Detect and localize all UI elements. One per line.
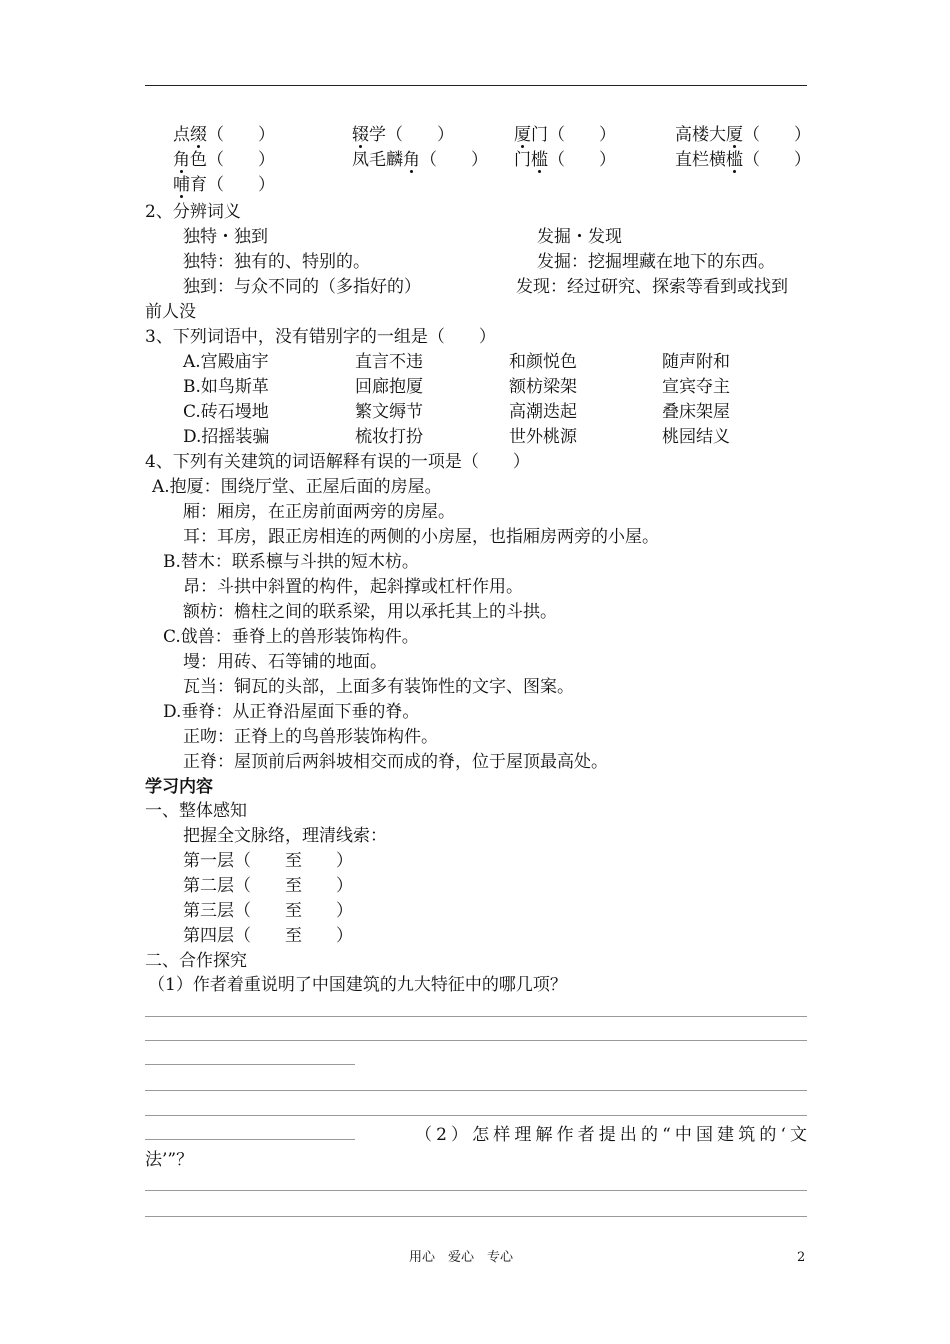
vocab-text: （ ） (743, 150, 811, 170)
option-item: 梳妆打扮 (355, 427, 423, 447)
vocab-dotted-char: 厦 (514, 125, 531, 145)
definition-left-2: 独到：与众不同的（多指好的） (183, 277, 421, 297)
vocab-item (352, 124, 454, 146)
section4-title: 4、下列有关建筑的词语解释有误的一项是（ ） (145, 452, 530, 472)
option-item: 桃园结义 (662, 427, 730, 447)
vocab-item (675, 149, 811, 171)
explanation-line: 墁：用砖、石等铺的地面。 (183, 652, 387, 672)
vocab-text: 直栏横 (675, 150, 726, 170)
option-item: 繁文缛节 (355, 402, 423, 422)
header-rule (145, 85, 807, 86)
page-number: 2 (797, 1250, 806, 1265)
vocab-text: 学（ ） (369, 125, 454, 145)
vocab-dotted-char: 角 (403, 150, 420, 170)
answer-line (145, 1040, 807, 1041)
vocab-item (173, 149, 275, 171)
explanation-line: A.抱厦：围绕厅堂、正屋后面的房屋。 (152, 477, 442, 497)
vocab-text: 育（ ） (190, 175, 275, 195)
option-item: 随声附和 (662, 352, 730, 372)
section2-title: 2、分辨词义 (145, 202, 241, 222)
vocab-item (352, 149, 488, 171)
vocab-item (514, 124, 616, 146)
explanation-line: 瓦当：铜瓦的头部，上面多有装饰性的文字、图案。 (183, 677, 574, 697)
vocab-item (173, 174, 275, 196)
option-item: 高潮迭起 (509, 402, 577, 422)
word-pair-left: 独特・独到 (183, 227, 268, 247)
definition-left-1: 独特：独有的、特别的。 (183, 252, 370, 272)
vocab-text: 色（ ） (190, 150, 275, 170)
vocab-text: 门（ ） (531, 125, 616, 145)
explanation-line: 正吻：正脊上的鸟兽形装饰构件。 (183, 727, 438, 747)
option-label-item: A.宫殿庙宇 (183, 352, 269, 372)
vocab-dotted-char: 哺 (173, 175, 190, 195)
study-heading: 学习内容 (145, 777, 213, 797)
vocab-dotted-char: 辍 (352, 125, 369, 145)
vocab-text: （ ） (548, 150, 616, 170)
answer-line (145, 1090, 807, 1091)
definition-right-1: 发掘：挖掘埋藏在地下的东西。 (537, 252, 775, 272)
part2-title: 二、合作探究 (145, 951, 247, 971)
section3-title: 3、下列词语中，没有错别字的一组是（ ） (145, 327, 496, 347)
option-item: 直言不违 (355, 352, 423, 372)
vocab-dotted-char: 槛 (726, 150, 743, 170)
vocab-item (675, 124, 811, 146)
option-item: 宣宾夺主 (662, 377, 730, 397)
vocab-text: （ ） (207, 125, 275, 145)
vocab-text: （ ） (420, 150, 488, 170)
part1-intro: 把握全文脉络，理清线索： (183, 826, 387, 846)
footer-motto: 用心 爱心 专心 (409, 1250, 514, 1265)
question-2: （2）怎样理解作者提出的“中国建筑的‘文 (415, 1125, 807, 1145)
word-pair-right: 发掘・发现 (537, 227, 622, 247)
layer-3: 第三层（ 至 ） (183, 901, 353, 921)
question-1: （1）作者着重说明了中国建筑的九大特征中的哪几项？ (148, 975, 567, 995)
option-item: 回廊抱厦 (355, 377, 423, 397)
explanation-line: B.替木：联系檩与斗拱的短木枋。 (163, 552, 419, 572)
answer-line (145, 1016, 807, 1017)
explanation-line: 正脊：屋顶前后两斜坡相交而成的脊，位于屋顶最高处。 (183, 752, 608, 772)
option-item: 和颜悦色 (509, 352, 577, 372)
vocab-text: 高楼大 (675, 125, 726, 145)
question-2-continued: 法’”？ (145, 1150, 194, 1170)
option-label-item: C.砖石墁地 (183, 402, 269, 422)
answer-line (145, 1139, 355, 1140)
option-label-item: B.如鸟斯革 (183, 377, 269, 397)
explanation-line: 额枋：檐柱之间的联系梁，用以承托其上的斗拱。 (183, 602, 557, 622)
explanation-line: 厢：厢房，在正房前面两旁的房屋。 (183, 502, 455, 522)
vocab-item (173, 124, 275, 146)
answer-line (145, 1190, 807, 1191)
option-item: 额枋梁架 (509, 377, 577, 397)
explanation-line: 昂：斗拱中斜置的构件，起斜撑或杠杆作用。 (183, 577, 523, 597)
answer-line (145, 1216, 807, 1217)
vocab-dotted-char: 角 (173, 150, 190, 170)
option-item: 世外桃源 (509, 427, 577, 447)
vocab-text: 门 (514, 150, 531, 170)
part1-title: 一、整体感知 (145, 801, 247, 821)
vocab-dotted-char: 厦 (726, 125, 743, 145)
option-item: 叠床架屋 (662, 402, 730, 422)
explanation-line: D.垂脊：从正脊沿屋面下垂的脊。 (163, 702, 420, 722)
vocab-item (514, 149, 616, 171)
vocab-text: 点 (173, 125, 190, 145)
layer-2: 第二层（ 至 ） (183, 876, 353, 896)
vocab-text: 凤毛麟 (352, 150, 403, 170)
layer-4: 第四层（ 至 ） (183, 926, 353, 946)
layer-1: 第一层（ 至 ） (183, 851, 353, 871)
explanation-line: C.戗兽：垂脊上的兽形装饰构件。 (163, 627, 419, 647)
explanation-line: 耳：耳房，跟正房相连的两侧的小房屋，也指厢房两旁的小屋。 (183, 527, 659, 547)
vocab-text: （ ） (743, 125, 811, 145)
option-label-item: D.招摇装骗 (183, 427, 270, 447)
vocab-dotted-char: 缀 (190, 125, 207, 145)
definition-continued: 前人没 (145, 302, 196, 322)
vocab-dotted-char: 槛 (531, 150, 548, 170)
answer-line (145, 1064, 355, 1065)
definition-right-2: 发现：经过研究、探索等看到或找到 (516, 277, 788, 297)
answer-line (145, 1115, 807, 1116)
